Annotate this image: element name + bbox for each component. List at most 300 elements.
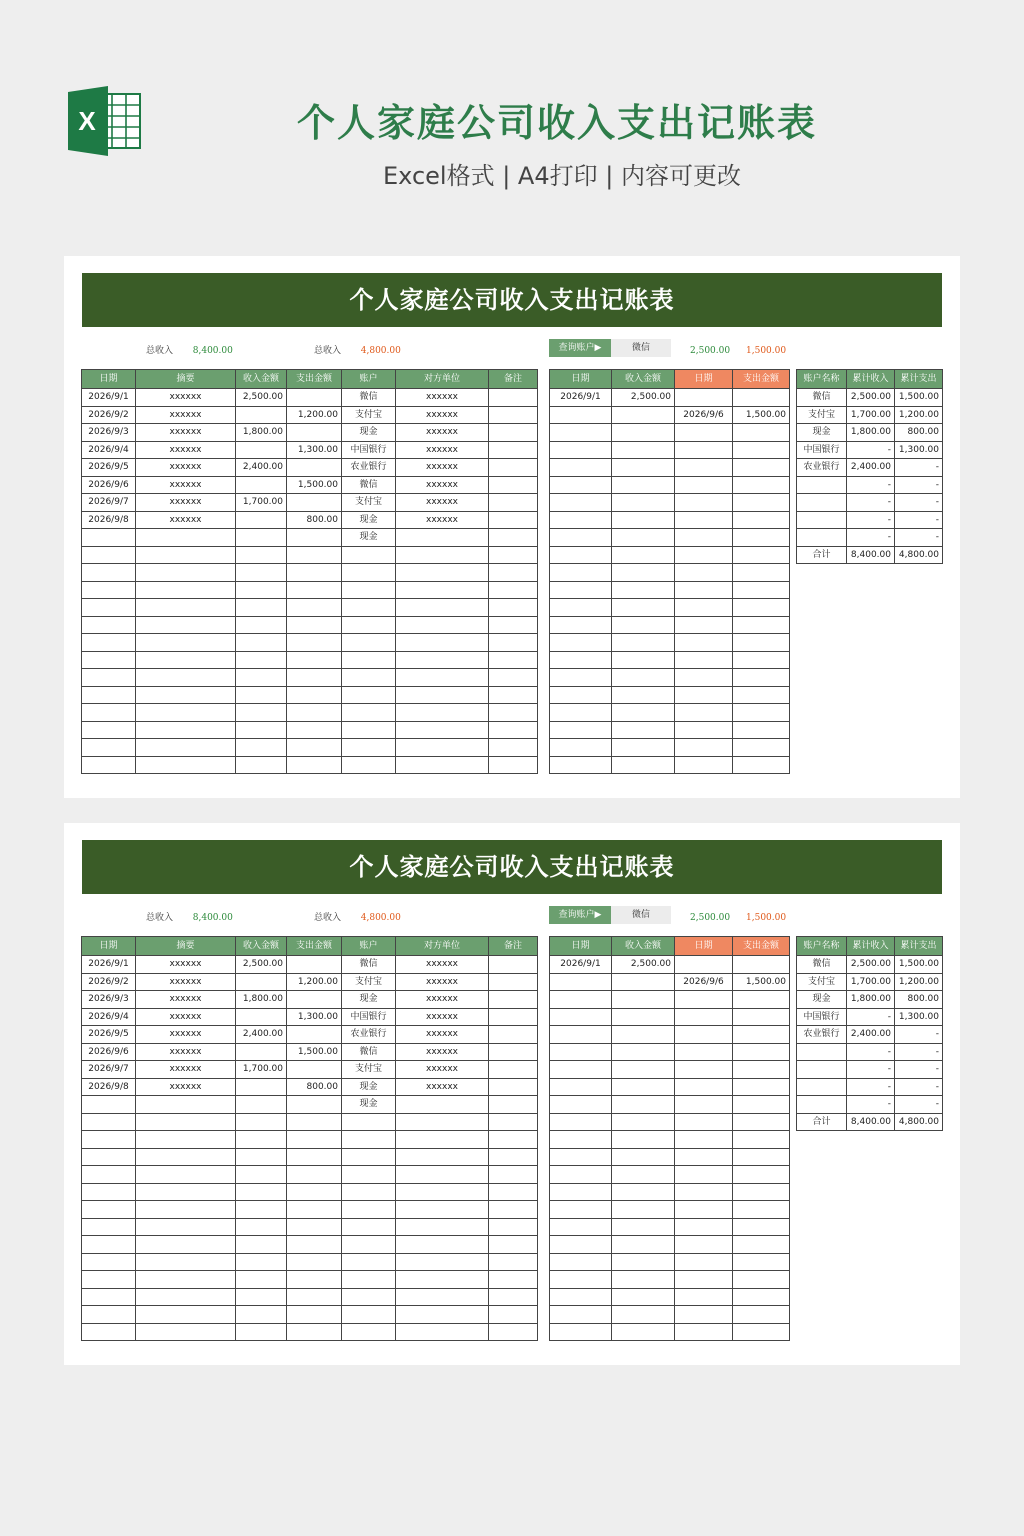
account-cell-income[interactable]: -	[847, 511, 895, 529]
account-cell-income[interactable]: 2,400.00	[847, 459, 895, 477]
ledger-cell-counterparty[interactable]: xxxxxx	[396, 424, 489, 442]
ledger-cell-summary[interactable]	[136, 1131, 236, 1149]
ledger-cell-income[interactable]	[236, 511, 287, 529]
query-cell-income[interactable]	[612, 599, 675, 617]
query-cell-income-date[interactable]	[550, 1166, 612, 1184]
ledger-cell-account[interactable]: 中国银行	[342, 1008, 396, 1026]
query-cell-income-date[interactable]	[550, 564, 612, 582]
ledger-cell-date[interactable]	[82, 1271, 136, 1289]
query-cell-income-date[interactable]	[550, 651, 612, 669]
ledger-cell-note[interactable]	[489, 1061, 538, 1079]
ledger-cell-income[interactable]: 2,500.00	[236, 389, 287, 407]
ledger-cell-note[interactable]	[489, 956, 538, 974]
ledger-cell-summary[interactable]	[136, 564, 236, 582]
ledger-cell-account[interactable]	[342, 1253, 396, 1271]
query-cell-income-date[interactable]	[550, 756, 612, 774]
ledger-cell-note[interactable]	[489, 1183, 538, 1201]
ledger-cell-expense[interactable]: 1,200.00	[287, 406, 342, 424]
ledger-cell-summary[interactable]	[136, 1096, 236, 1114]
ledger-cell-expense[interactable]	[287, 1323, 342, 1341]
ledger-cell-income[interactable]	[236, 616, 287, 634]
ledger-cell-counterparty[interactable]	[396, 1096, 489, 1114]
ledger-cell-date[interactable]	[82, 1236, 136, 1254]
query-cell-expense[interactable]	[733, 721, 790, 739]
ledger-cell-counterparty[interactable]	[396, 1131, 489, 1149]
ledger-cell-summary[interactable]	[136, 1183, 236, 1201]
account-cell-name[interactable]: 合计	[797, 546, 847, 564]
query-cell-expense-date[interactable]	[675, 739, 733, 757]
query-cell-expense-date[interactable]	[675, 721, 733, 739]
ledger-cell-counterparty[interactable]	[396, 1113, 489, 1131]
ledger-cell-expense[interactable]	[287, 1148, 342, 1166]
ledger-cell-income[interactable]	[236, 1043, 287, 1061]
ledger-cell-expense[interactable]: 1,300.00	[287, 441, 342, 459]
ledger-cell-note[interactable]	[489, 686, 538, 704]
query-cell-expense-date[interactable]	[675, 529, 733, 547]
query-cell-income-date[interactable]	[550, 1271, 612, 1289]
ledger-cell-expense[interactable]	[287, 1253, 342, 1271]
ledger-cell-date[interactable]: 2026/9/6	[82, 476, 136, 494]
query-cell-expense-date[interactable]: 2026/9/6	[675, 973, 733, 991]
ledger-cell-summary[interactable]: xxxxxx	[136, 1043, 236, 1061]
ledger-cell-account[interactable]	[342, 581, 396, 599]
ledger-cell-expense[interactable]	[287, 389, 342, 407]
ledger-cell-summary[interactable]: xxxxxx	[136, 1008, 236, 1026]
ledger-cell-counterparty[interactable]	[396, 1271, 489, 1289]
ledger-cell-note[interactable]	[489, 634, 538, 652]
account-cell-expense[interactable]: -	[895, 1026, 943, 1044]
query-cell-income-date[interactable]	[550, 1253, 612, 1271]
ledger-cell-income[interactable]	[236, 1323, 287, 1341]
ledger-cell-account[interactable]: 农业银行	[342, 1026, 396, 1044]
query-cell-income-date[interactable]	[550, 991, 612, 1009]
query-cell-expense[interactable]	[733, 1218, 790, 1236]
account-cell-name[interactable]	[797, 529, 847, 547]
ledger-cell-account[interactable]	[342, 1148, 396, 1166]
ledger-cell-counterparty[interactable]: xxxxxx	[396, 406, 489, 424]
query-cell-income-date[interactable]	[550, 739, 612, 757]
query-cell-expense[interactable]	[733, 1008, 790, 1026]
ledger-cell-date[interactable]	[82, 1323, 136, 1341]
query-cell-income[interactable]	[612, 1096, 675, 1114]
ledger-cell-income[interactable]	[236, 529, 287, 547]
ledger-cell-date[interactable]	[82, 546, 136, 564]
ledger-cell-counterparty[interactable]: xxxxxx	[396, 1061, 489, 1079]
account-cell-expense[interactable]: -	[895, 459, 943, 477]
ledger-cell-expense[interactable]: 1,500.00	[287, 476, 342, 494]
account-cell-income[interactable]: -	[847, 1096, 895, 1114]
ledger-cell-account[interactable]	[342, 564, 396, 582]
ledger-cell-counterparty[interactable]	[396, 529, 489, 547]
query-cell-income-date[interactable]	[550, 1183, 612, 1201]
query-cell-expense[interactable]	[733, 756, 790, 774]
ledger-cell-date[interactable]: 2026/9/5	[82, 1026, 136, 1044]
query-cell-income-date[interactable]	[550, 1096, 612, 1114]
ledger-cell-summary[interactable]	[136, 599, 236, 617]
ledger-cell-note[interactable]	[489, 1236, 538, 1254]
query-cell-expense-date[interactable]	[675, 511, 733, 529]
query-cell-expense-date[interactable]	[675, 424, 733, 442]
ledger-cell-income[interactable]	[236, 686, 287, 704]
ledger-cell-note[interactable]	[489, 1271, 538, 1289]
query-cell-expense-date[interactable]	[675, 599, 733, 617]
account-cell-name[interactable]	[797, 511, 847, 529]
account-cell-name[interactable]: 中国银行	[797, 1008, 847, 1026]
query-cell-expense[interactable]	[733, 441, 790, 459]
ledger-cell-account[interactable]: 支付宝	[342, 494, 396, 512]
query-cell-income[interactable]	[612, 1166, 675, 1184]
ledger-cell-account[interactable]: 支付宝	[342, 406, 396, 424]
ledger-cell-counterparty[interactable]	[396, 686, 489, 704]
account-cell-income[interactable]: 1,700.00	[847, 406, 895, 424]
ledger-cell-note[interactable]	[489, 1148, 538, 1166]
query-cell-income[interactable]	[612, 1113, 675, 1131]
ledger-cell-note[interactable]	[489, 669, 538, 687]
query-cell-income[interactable]	[612, 529, 675, 547]
query-cell-expense[interactable]	[733, 686, 790, 704]
ledger-cell-expense[interactable]	[287, 546, 342, 564]
query-cell-expense[interactable]	[733, 704, 790, 722]
query-cell-expense-date[interactable]	[675, 956, 733, 974]
query-cell-expense[interactable]	[733, 581, 790, 599]
ledger-cell-income[interactable]: 2,500.00	[236, 956, 287, 974]
query-cell-expense[interactable]	[733, 1271, 790, 1289]
query-cell-expense-date[interactable]	[675, 1078, 733, 1096]
ledger-cell-account[interactable]: 现金	[342, 511, 396, 529]
ledger-cell-date[interactable]	[82, 1306, 136, 1324]
ledger-cell-counterparty[interactable]: xxxxxx	[396, 956, 489, 974]
ledger-cell-summary[interactable]	[136, 634, 236, 652]
ledger-cell-note[interactable]	[489, 1306, 538, 1324]
query-cell-expense-date[interactable]	[675, 476, 733, 494]
query-cell-expense[interactable]	[733, 739, 790, 757]
ledger-cell-expense[interactable]	[287, 1288, 342, 1306]
ledger-cell-note[interactable]	[489, 1218, 538, 1236]
ledger-cell-note[interactable]	[489, 739, 538, 757]
query-cell-expense[interactable]	[733, 459, 790, 477]
query-cell-income-date[interactable]	[550, 1043, 612, 1061]
ledger-cell-expense[interactable]	[287, 1131, 342, 1149]
ledger-cell-income[interactable]	[236, 651, 287, 669]
ledger-cell-income[interactable]	[236, 406, 287, 424]
query-cell-expense[interactable]	[733, 616, 790, 634]
ledger-cell-counterparty[interactable]	[396, 1306, 489, 1324]
ledger-cell-counterparty[interactable]	[396, 1201, 489, 1219]
ledger-cell-counterparty[interactable]: xxxxxx	[396, 441, 489, 459]
query-cell-expense[interactable]	[733, 494, 790, 512]
query-cell-income-date[interactable]	[550, 1026, 612, 1044]
ledger-cell-expense[interactable]	[287, 616, 342, 634]
ledger-cell-income[interactable]	[236, 721, 287, 739]
ledger-cell-account[interactable]	[342, 669, 396, 687]
ledger-cell-summary[interactable]	[136, 704, 236, 722]
query-cell-expense[interactable]	[733, 1113, 790, 1131]
ledger-cell-expense[interactable]	[287, 1166, 342, 1184]
ledger-cell-expense[interactable]	[287, 1061, 342, 1079]
ledger-cell-date[interactable]: 2026/9/6	[82, 1043, 136, 1061]
query-cell-expense-date[interactable]	[675, 1236, 733, 1254]
ledger-cell-account[interactable]: 现金	[342, 1096, 396, 1114]
query-cell-expense[interactable]	[733, 1306, 790, 1324]
query-cell-expense[interactable]	[733, 1061, 790, 1079]
ledger-cell-income[interactable]	[236, 476, 287, 494]
ledger-cell-note[interactable]	[489, 721, 538, 739]
ledger-cell-date[interactable]: 2026/9/1	[82, 389, 136, 407]
query-cell-income[interactable]: 2,500.00	[612, 389, 675, 407]
query-cell-income-date[interactable]	[550, 459, 612, 477]
ledger-cell-note[interactable]	[489, 651, 538, 669]
ledger-cell-expense[interactable]	[287, 564, 342, 582]
query-cell-expense[interactable]	[733, 1166, 790, 1184]
ledger-cell-expense[interactable]	[287, 739, 342, 757]
ledger-cell-account[interactable]: 支付宝	[342, 973, 396, 991]
ledger-cell-note[interactable]	[489, 546, 538, 564]
ledger-cell-expense[interactable]	[287, 494, 342, 512]
account-cell-name[interactable]	[797, 1061, 847, 1079]
ledger-cell-account[interactable]	[342, 1323, 396, 1341]
query-cell-income[interactable]	[612, 511, 675, 529]
query-cell-income-date[interactable]	[550, 1323, 612, 1341]
query-cell-income[interactable]	[612, 406, 675, 424]
query-cell-expense-date[interactable]	[675, 1306, 733, 1324]
ledger-cell-account[interactable]	[342, 1166, 396, 1184]
account-cell-income[interactable]: 2,500.00	[847, 389, 895, 407]
ledger-cell-note[interactable]	[489, 1288, 538, 1306]
account-cell-name[interactable]: 中国银行	[797, 441, 847, 459]
query-cell-expense-date[interactable]	[675, 1026, 733, 1044]
query-cell-income-date[interactable]	[550, 406, 612, 424]
ledger-cell-account[interactable]: 微信	[342, 956, 396, 974]
query-cell-expense-date[interactable]	[675, 389, 733, 407]
ledger-cell-date[interactable]: 2026/9/7	[82, 494, 136, 512]
account-cell-income[interactable]: -	[847, 441, 895, 459]
account-cell-expense[interactable]: -	[895, 1096, 943, 1114]
query-cell-expense-date[interactable]	[675, 651, 733, 669]
query-cell-expense[interactable]	[733, 1253, 790, 1271]
ledger-cell-date[interactable]: 2026/9/2	[82, 406, 136, 424]
query-cell-income-date[interactable]	[550, 973, 612, 991]
account-cell-expense[interactable]: -	[895, 1043, 943, 1061]
ledger-cell-account[interactable]: 现金	[342, 424, 396, 442]
ledger-cell-income[interactable]	[236, 1218, 287, 1236]
account-cell-expense[interactable]: 800.00	[895, 424, 943, 442]
ledger-cell-account[interactable]	[342, 1131, 396, 1149]
ledger-cell-note[interactable]	[489, 564, 538, 582]
query-cell-expense[interactable]	[733, 669, 790, 687]
ledger-cell-counterparty[interactable]	[396, 564, 489, 582]
account-cell-expense[interactable]: 800.00	[895, 991, 943, 1009]
ledger-cell-note[interactable]	[489, 756, 538, 774]
ledger-cell-expense[interactable]	[287, 1026, 342, 1044]
ledger-cell-counterparty[interactable]	[396, 756, 489, 774]
query-cell-income[interactable]	[612, 1306, 675, 1324]
ledger-cell-account[interactable]	[342, 1218, 396, 1236]
query-cell-income-date[interactable]	[550, 599, 612, 617]
ledger-cell-summary[interactable]	[136, 1148, 236, 1166]
query-cell-income-date[interactable]	[550, 1306, 612, 1324]
query-cell-income[interactable]	[612, 669, 675, 687]
ledger-cell-summary[interactable]	[136, 1113, 236, 1131]
query-cell-expense[interactable]	[733, 634, 790, 652]
query-cell-expense[interactable]	[733, 1183, 790, 1201]
account-cell-name[interactable]	[797, 494, 847, 512]
ledger-cell-counterparty[interactable]: xxxxxx	[396, 973, 489, 991]
ledger-cell-expense[interactable]	[287, 991, 342, 1009]
query-cell-income[interactable]	[612, 1043, 675, 1061]
ledger-cell-expense[interactable]: 800.00	[287, 1078, 342, 1096]
ledger-cell-expense[interactable]: 1,200.00	[287, 973, 342, 991]
query-cell-expense[interactable]	[733, 956, 790, 974]
ledger-cell-counterparty[interactable]	[396, 1236, 489, 1254]
query-cell-expense[interactable]	[733, 1323, 790, 1341]
query-cell-income[interactable]	[612, 991, 675, 1009]
ledger-cell-date[interactable]	[82, 1288, 136, 1306]
account-cell-expense[interactable]: -	[895, 494, 943, 512]
ledger-cell-income[interactable]	[236, 546, 287, 564]
query-account-button[interactable]: 查询账户▶	[549, 339, 611, 357]
ledger-cell-income[interactable]	[236, 599, 287, 617]
ledger-cell-note[interactable]	[489, 1323, 538, 1341]
ledger-cell-income[interactable]: 1,700.00	[236, 494, 287, 512]
query-cell-expense-date[interactable]	[675, 1096, 733, 1114]
ledger-cell-expense[interactable]	[287, 1218, 342, 1236]
ledger-cell-income[interactable]	[236, 634, 287, 652]
ledger-cell-account[interactable]	[342, 1288, 396, 1306]
ledger-cell-summary[interactable]: xxxxxx	[136, 973, 236, 991]
query-cell-expense[interactable]	[733, 1236, 790, 1254]
ledger-cell-counterparty[interactable]	[396, 546, 489, 564]
account-cell-name[interactable]: 农业银行	[797, 459, 847, 477]
query-cell-income[interactable]	[612, 704, 675, 722]
account-cell-income[interactable]: -	[847, 1043, 895, 1061]
ledger-cell-note[interactable]	[489, 1131, 538, 1149]
ledger-cell-counterparty[interactable]: xxxxxx	[396, 1008, 489, 1026]
ledger-cell-counterparty[interactable]: xxxxxx	[396, 1043, 489, 1061]
query-cell-income[interactable]	[612, 1271, 675, 1289]
query-cell-income[interactable]	[612, 616, 675, 634]
ledger-cell-counterparty[interactable]: xxxxxx	[396, 476, 489, 494]
query-cell-expense[interactable]	[733, 1288, 790, 1306]
query-cell-expense-date[interactable]	[675, 1008, 733, 1026]
ledger-cell-date[interactable]: 2026/9/3	[82, 424, 136, 442]
ledger-cell-counterparty[interactable]: xxxxxx	[396, 494, 489, 512]
account-cell-income[interactable]: 8,400.00	[847, 1113, 895, 1131]
ledger-cell-expense[interactable]: 1,300.00	[287, 1008, 342, 1026]
query-cell-expense-date[interactable]	[675, 704, 733, 722]
query-cell-expense[interactable]	[733, 651, 790, 669]
query-cell-income[interactable]	[612, 1131, 675, 1149]
ledger-cell-date[interactable]: 2026/9/7	[82, 1061, 136, 1079]
query-cell-income[interactable]	[612, 721, 675, 739]
ledger-cell-account[interactable]: 中国银行	[342, 441, 396, 459]
query-cell-expense-date[interactable]	[675, 581, 733, 599]
ledger-cell-counterparty[interactable]	[396, 1148, 489, 1166]
ledger-cell-income[interactable]	[236, 704, 287, 722]
ledger-cell-counterparty[interactable]	[396, 634, 489, 652]
query-cell-income[interactable]	[612, 441, 675, 459]
ledger-cell-note[interactable]	[489, 616, 538, 634]
query-cell-income[interactable]	[612, 1148, 675, 1166]
ledger-cell-summary[interactable]	[136, 1201, 236, 1219]
query-cell-income-date[interactable]	[550, 424, 612, 442]
ledger-cell-counterparty[interactable]	[396, 1288, 489, 1306]
ledger-cell-account[interactable]	[342, 739, 396, 757]
ledger-cell-counterparty[interactable]	[396, 581, 489, 599]
query-cell-income-date[interactable]	[550, 1218, 612, 1236]
account-cell-income[interactable]: 1,800.00	[847, 991, 895, 1009]
query-cell-expense-date[interactable]	[675, 459, 733, 477]
ledger-cell-expense[interactable]	[287, 704, 342, 722]
ledger-cell-summary[interactable]: xxxxxx	[136, 511, 236, 529]
query-cell-income-date[interactable]	[550, 529, 612, 547]
ledger-cell-account[interactable]	[342, 1201, 396, 1219]
query-cell-income[interactable]	[612, 424, 675, 442]
ledger-cell-date[interactable]: 2026/9/2	[82, 973, 136, 991]
account-cell-name[interactable]: 农业银行	[797, 1026, 847, 1044]
ledger-cell-date[interactable]	[82, 721, 136, 739]
ledger-cell-expense[interactable]	[287, 459, 342, 477]
query-cell-income[interactable]	[612, 564, 675, 582]
ledger-cell-note[interactable]	[489, 1113, 538, 1131]
ledger-cell-expense[interactable]	[287, 599, 342, 617]
query-cell-income-date[interactable]	[550, 476, 612, 494]
ledger-cell-date[interactable]	[82, 756, 136, 774]
account-cell-income[interactable]: 1,800.00	[847, 424, 895, 442]
ledger-cell-note[interactable]	[489, 1008, 538, 1026]
ledger-cell-date[interactable]	[82, 1113, 136, 1131]
ledger-cell-counterparty[interactable]	[396, 1166, 489, 1184]
account-cell-expense[interactable]: -	[895, 476, 943, 494]
ledger-cell-account[interactable]: 农业银行	[342, 459, 396, 477]
ledger-cell-date[interactable]	[82, 1166, 136, 1184]
ledger-cell-summary[interactable]: xxxxxx	[136, 424, 236, 442]
ledger-cell-summary[interactable]	[136, 529, 236, 547]
ledger-cell-note[interactable]	[489, 529, 538, 547]
ledger-cell-account[interactable]: 微信	[342, 389, 396, 407]
query-cell-expense[interactable]: 1,500.00	[733, 406, 790, 424]
query-cell-expense-date[interactable]	[675, 1183, 733, 1201]
query-cell-income-date[interactable]	[550, 721, 612, 739]
ledger-cell-date[interactable]	[82, 599, 136, 617]
account-cell-expense[interactable]: -	[895, 1078, 943, 1096]
ledger-cell-note[interactable]	[489, 441, 538, 459]
ledger-cell-income[interactable]	[236, 739, 287, 757]
ledger-cell-note[interactable]	[489, 424, 538, 442]
ledger-cell-date[interactable]	[82, 669, 136, 687]
ledger-cell-counterparty[interactable]	[396, 1323, 489, 1341]
ledger-cell-income[interactable]	[236, 1008, 287, 1026]
query-cell-expense[interactable]	[733, 1026, 790, 1044]
ledger-cell-date[interactable]	[82, 1131, 136, 1149]
ledger-cell-date[interactable]	[82, 1201, 136, 1219]
ledger-cell-summary[interactable]: xxxxxx	[136, 494, 236, 512]
ledger-cell-income[interactable]: 2,400.00	[236, 1026, 287, 1044]
ledger-cell-date[interactable]	[82, 581, 136, 599]
query-cell-expense[interactable]	[733, 991, 790, 1009]
ledger-cell-account[interactable]	[342, 1113, 396, 1131]
ledger-cell-summary[interactable]	[136, 1236, 236, 1254]
account-cell-expense[interactable]: 1,300.00	[895, 441, 943, 459]
ledger-cell-expense[interactable]	[287, 721, 342, 739]
ledger-cell-summary[interactable]: xxxxxx	[136, 1061, 236, 1079]
ledger-cell-note[interactable]	[489, 1043, 538, 1061]
query-cell-income[interactable]	[612, 756, 675, 774]
ledger-cell-account[interactable]	[342, 1236, 396, 1254]
ledger-cell-account[interactable]: 微信	[342, 476, 396, 494]
ledger-cell-income[interactable]	[236, 441, 287, 459]
query-cell-expense-date[interactable]	[675, 616, 733, 634]
query-cell-income-date[interactable]	[550, 581, 612, 599]
